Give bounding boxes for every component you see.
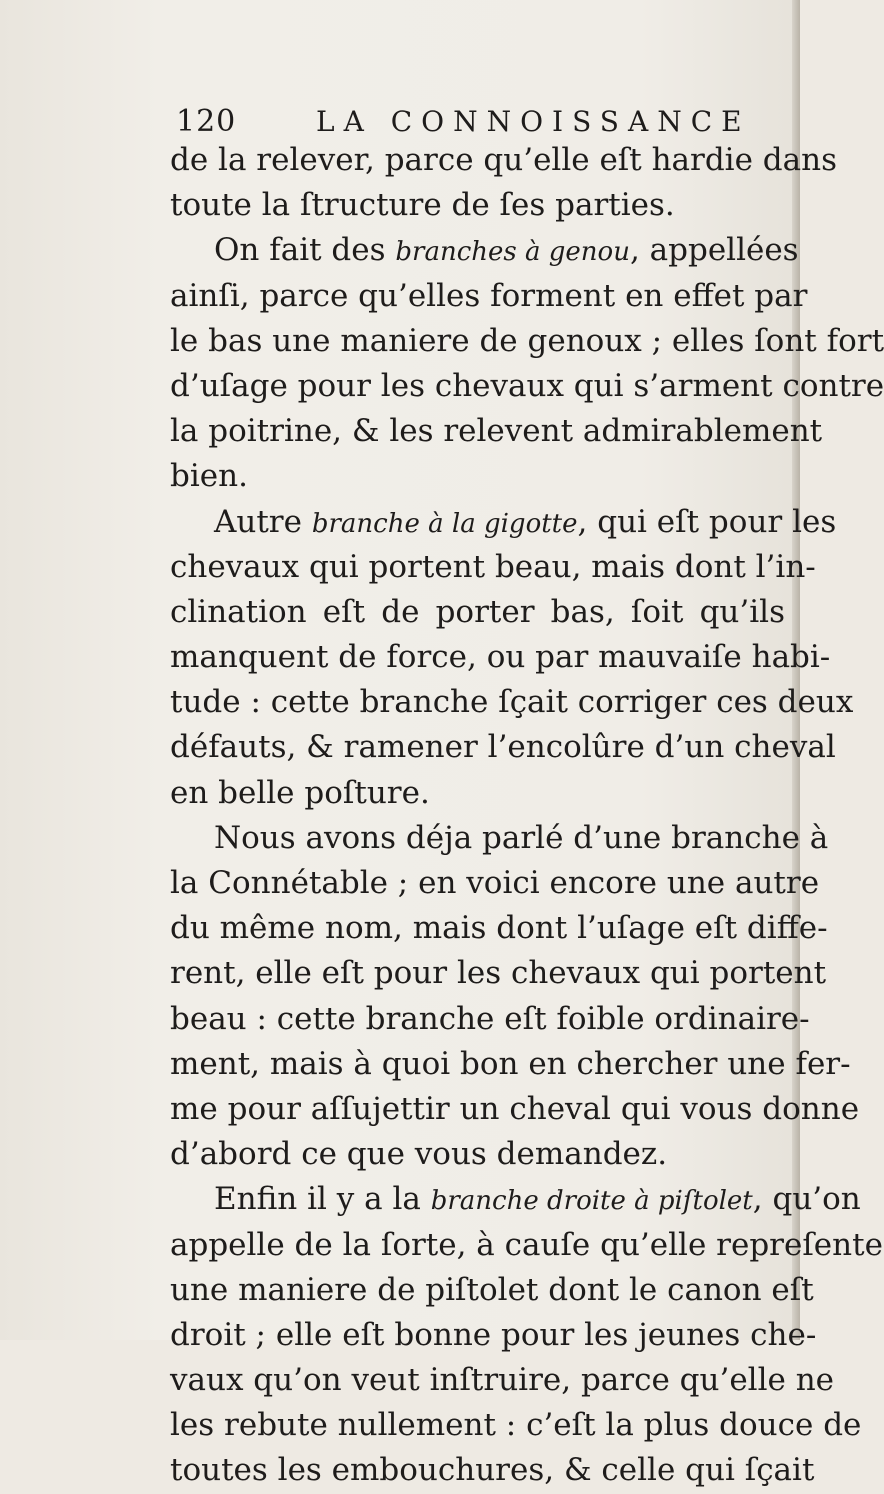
text-run: toutes les embouchures, & celle qui ſçait: [170, 1452, 815, 1489]
text-run: vaux qu’on veut inſtruire, parce qu’elle ne: [170, 1362, 835, 1399]
text-run: tude : cette branche ſçait corriger ces deux: [170, 684, 854, 721]
text-run: On fait des: [214, 232, 396, 269]
text-line: [170, 1087, 860, 1132]
text-run: la poitrine, & les relevent admirablement: [170, 413, 823, 450]
text-run: toute la ſtructure de ſes parties.: [170, 187, 675, 224]
text-run: Nous avons déja parlé d’une branche à: [214, 819, 829, 856]
text-line: [170, 635, 831, 680]
text-run: ment, mais à quoi bon en chercher une fer-: [170, 1045, 851, 1082]
italic-term: branches à genou: [395, 237, 630, 268]
text-line: [170, 725, 836, 770]
text-line: [170, 545, 816, 590]
text-line: [170, 500, 837, 545]
text-line: [170, 319, 884, 364]
text-run: du même nom, mais dont l’uſage eſt diffe-: [170, 910, 828, 947]
text-run: la Connétable ; en voici encore une autre: [170, 865, 820, 901]
text-line: [170, 364, 884, 409]
text-run: , qui eſt pour les: [577, 503, 837, 540]
text-run: bien.: [170, 458, 248, 495]
text-run: manquent de force, ou par mauvaiſe habi-: [170, 639, 831, 676]
text-run: droit ; elle eſt bonne pour les jeunes che-: [170, 1316, 817, 1353]
italic-term: branche droite à piſtolet: [430, 1186, 753, 1217]
text-line: [170, 454, 785, 499]
text-run: une maniere de piſtolet dont le canon eſt: [170, 1271, 814, 1308]
text-run: chevaux qui portent beau, mais dont l’in-: [170, 548, 816, 585]
text-run: d’uſage pour les chevaux qui s’arment contre: [170, 367, 884, 404]
text-run: ainſi, parce qu’elles forment en effet par: [170, 277, 808, 314]
text-line: [170, 951, 827, 996]
text-line: [170, 183, 785, 228]
text-run: beau : cette branche eſt foible ordinaire-: [170, 1000, 810, 1037]
text-line: [170, 997, 810, 1042]
text-line: [170, 816, 829, 861]
text-run: en belle poſture.: [170, 774, 430, 811]
text-line: [170, 1313, 817, 1358]
text-line: [170, 906, 828, 951]
text-run: défauts, & ramener l’encolûre d’un cheval: [170, 729, 836, 766]
text-line: [170, 1268, 814, 1313]
text-line: [170, 680, 854, 725]
page-number: 120: [176, 104, 237, 139]
text-run: Autre: [214, 503, 312, 540]
body-text: [170, 138, 884, 1494]
text-line: [170, 1177, 861, 1222]
text-run: Enfin il y a la: [214, 1181, 431, 1218]
text-line: [170, 590, 785, 635]
text-run: le bas une maniere de genoux ; elles ſont fort: [170, 322, 884, 359]
text-line: [170, 1358, 835, 1403]
text-run: me pour aſſujettir un cheval qui vous donne: [170, 1090, 860, 1127]
text-run: rent, elle eſt pour les chevaux qui portent: [170, 955, 827, 992]
italic-term: branche à la gigotte: [311, 508, 578, 539]
text-run: , qu’on: [752, 1181, 861, 1218]
text-line: [170, 409, 823, 454]
text-run: les rebute nullement : c’eſt la plus douce de: [170, 1407, 862, 1444]
text-line: [170, 1132, 785, 1177]
text-line: [170, 1403, 862, 1448]
text-line: [170, 1042, 851, 1087]
text-line: [170, 1448, 815, 1493]
text-run: , appellées: [629, 232, 799, 269]
text-run: appelle de la ſorte, à cauſe qu’elle repreſente: [170, 1226, 883, 1263]
text-line: [170, 861, 820, 906]
text-run: clination eſt de porter bas, ſoit qu’ils: [170, 593, 785, 630]
text-line: [170, 771, 785, 816]
text-run: d’abord ce que vous demandez.: [170, 1136, 668, 1173]
text-line: [170, 228, 799, 273]
running-title: LA CONNOISSANCE: [316, 105, 751, 138]
text-line: [170, 274, 808, 319]
text-line: [170, 138, 837, 183]
text-line: [170, 1223, 883, 1268]
text-run: de la relever, parce qu’elle eſt hardie dans: [170, 142, 837, 178]
